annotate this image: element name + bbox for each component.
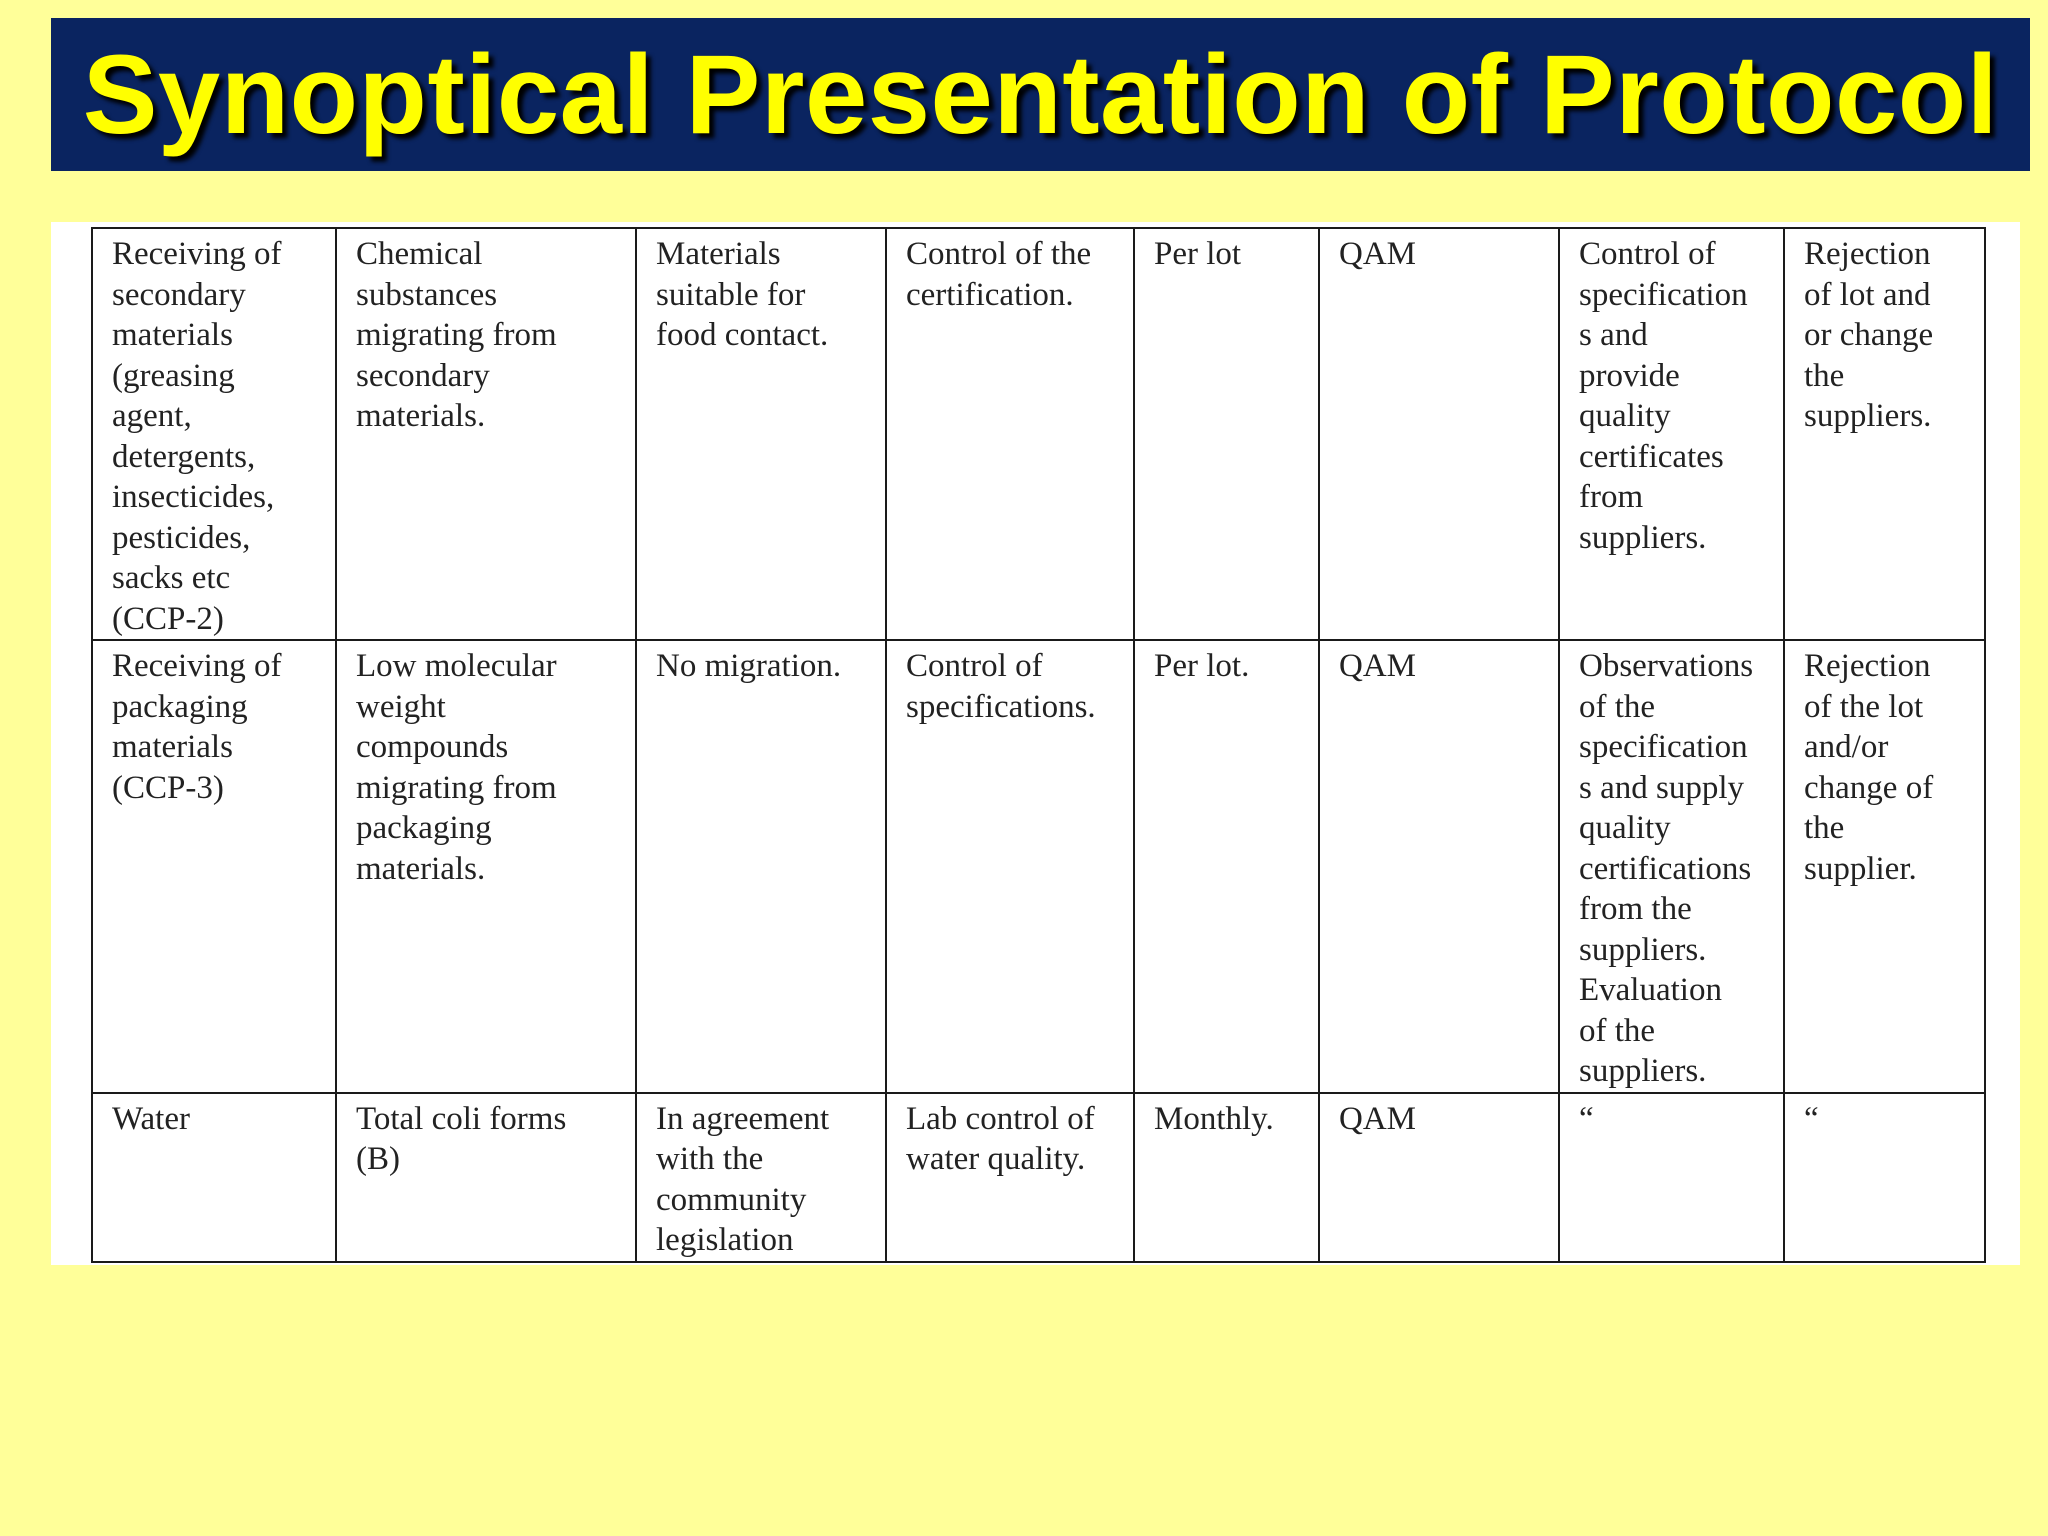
table-row [92,1093,1985,1262]
process-step-cell: Receiving of secondary materials (greasing agent, detergents, insecticides, pesticides, sacks etc (CCP-2) [92,228,336,640]
table-row [92,228,1985,640]
table-row [92,640,1985,1093]
monitoring-cell: Control of the certification. [886,228,1134,640]
monitoring-cell: Lab control of water quality. [886,1093,1134,1262]
critical-limit-cell: Materials suitable for food contact. [636,228,886,640]
responsible-cell: QAM [1319,640,1559,1093]
verification-cell: “ [1559,1093,1784,1262]
hazard-cell: Total coli forms (B) [336,1093,636,1262]
process-step-cell: Water [92,1093,336,1262]
responsible-cell: QAM [1319,1093,1559,1262]
hazard-cell: Low molecular weight compounds migrating from packaging materials. [336,640,636,1093]
slide-title: Synoptical Presentation of Protocol [82,31,1999,157]
frequency-cell: Monthly. [1134,1093,1319,1262]
corrective-action-cell: “ [1784,1093,1985,1262]
document-sheet [51,222,2020,1265]
title-banner [51,18,2030,171]
critical-limit-cell: No migration. [636,640,886,1093]
protocol-table [91,227,1986,1263]
corrective-action-cell: Rejection of the lot and/or change of the supplier. [1784,640,1985,1093]
corrective-action-cell: Rejection of lot and or change the suppliers. [1784,228,1985,640]
verification-cell: Observations of the specification s and supply quality certifications from the suppliers. Evaluation of the suppliers. [1559,640,1784,1093]
hazard-cell: Chemical substances migrating from secondary materials. [336,228,636,640]
responsible-cell: QAM [1319,228,1559,640]
frequency-cell: Per lot [1134,228,1319,640]
frequency-cell: Per lot. [1134,640,1319,1093]
critical-limit-cell: In agreement with the community legislation [636,1093,886,1262]
process-step-cell: Receiving of packaging materials (CCP-3) [92,640,336,1093]
monitoring-cell: Control of specifications. [886,640,1134,1093]
verification-cell: Control of specification s and provide quality certificates from suppliers. [1559,228,1784,640]
